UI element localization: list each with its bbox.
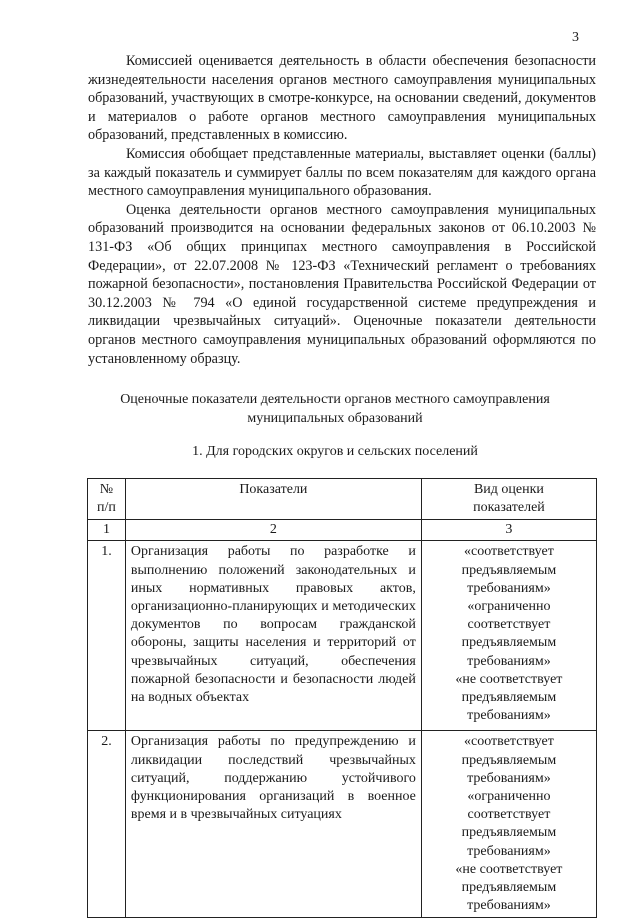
- row-number: 2.: [88, 731, 126, 918]
- column-number: 3: [421, 520, 596, 541]
- evaluation-option: «соответствует предъявляемым требованиям»: [461, 544, 557, 596]
- table-header-row: [88, 479, 597, 520]
- row-indicator: Организация работы по разработке и выполнению положений законодательных и иных нормативных правовых актов, организационно-планирующих и методических документов по вопросам гражданской обороны, защиты населения и территорий от чрезвычайных ситуаций, обеспечения пожарной безопасности и безопасности людей на водных объектах: [125, 541, 421, 731]
- paragraph-legal-basis: Оценка деятельности органов местного самоуправления муниципальных образований производится на основании федеральных законов от 06.10.2003 № 131-ФЗ «Об общих принципах местного самоуправления в Российской Федерации», от 22.07.2008 № 123-ФЗ «Технический регламент о требованиях пожарной безопасности», постановления Правительства Российской Федерации от 30.12.2003 № 794 «О единой государственной системе предупреждения и ликвидации чрезвычайных ситуаций». Оценочные показатели деятельности органов местного самоуправления муниципальных образований оформляются по установленному образцу.: [88, 201, 596, 367]
- row-indicator: Организация работы по предупреждению и ликвидации последствий чрезвычайных ситуаций, поддержанию устойчивого функционирования организаций в военное время и в чрезвычайных ситуациях: [125, 731, 421, 918]
- row-evaluation-options: [421, 731, 596, 918]
- section-title-line1: Оценочные показатели деятельности органов местного самоуправления: [120, 392, 550, 407]
- column-number: 2: [125, 520, 421, 541]
- header-indicators: Показатели: [125, 479, 421, 520]
- indicators-table: [87, 478, 597, 918]
- section-subtitle: 1. Для городских округов и сельских поселений: [192, 444, 478, 459]
- page-number: 3: [572, 30, 579, 45]
- column-number: 1: [88, 520, 126, 541]
- table-row: [88, 731, 597, 918]
- paragraph-commission-summarizes: Комиссия обобщает представленные материалы, выставляет оценки (баллы) за каждый показатель и суммирует баллы по всем показателям для каждого органа местного самоуправления муниципального образования.: [88, 145, 596, 200]
- section-title-line2: муниципальных образований: [247, 410, 423, 426]
- body-text: [88, 52, 596, 368]
- evaluation-option: «соответствует предъявляемым требованиям»: [461, 734, 557, 786]
- evaluation-option: «ограниченно соответствует предъявляемым требованиям»: [461, 599, 557, 669]
- table-row: [88, 541, 597, 731]
- row-number: 1.: [88, 541, 126, 731]
- section-title: [70, 391, 600, 428]
- column-numbering-row: [88, 520, 597, 541]
- header-evaluation-type: Вид оценки показателей: [421, 479, 596, 520]
- header-number: № п/п: [88, 479, 126, 520]
- evaluation-option: «ограниченно соответствует предъявляемым требованиям»: [461, 789, 557, 859]
- evaluation-option: «не соответствует предъявляемым требованиям»: [455, 671, 563, 724]
- paragraph-commission-evaluates: Комиссией оценивается деятельность в области обеспечения безопасности жизнедеятельности населения органов местного самоуправления муниципальных образований, участвующих в смотре-конкурсе, на основании сведений, документов и материалов о работе органов местного самоуправления муниципальных образований, представленных в комиссию.: [88, 53, 596, 144]
- row-evaluation-options: [421, 541, 596, 731]
- evaluation-option: «не соответствует предъявляемым требованиям»: [455, 861, 563, 914]
